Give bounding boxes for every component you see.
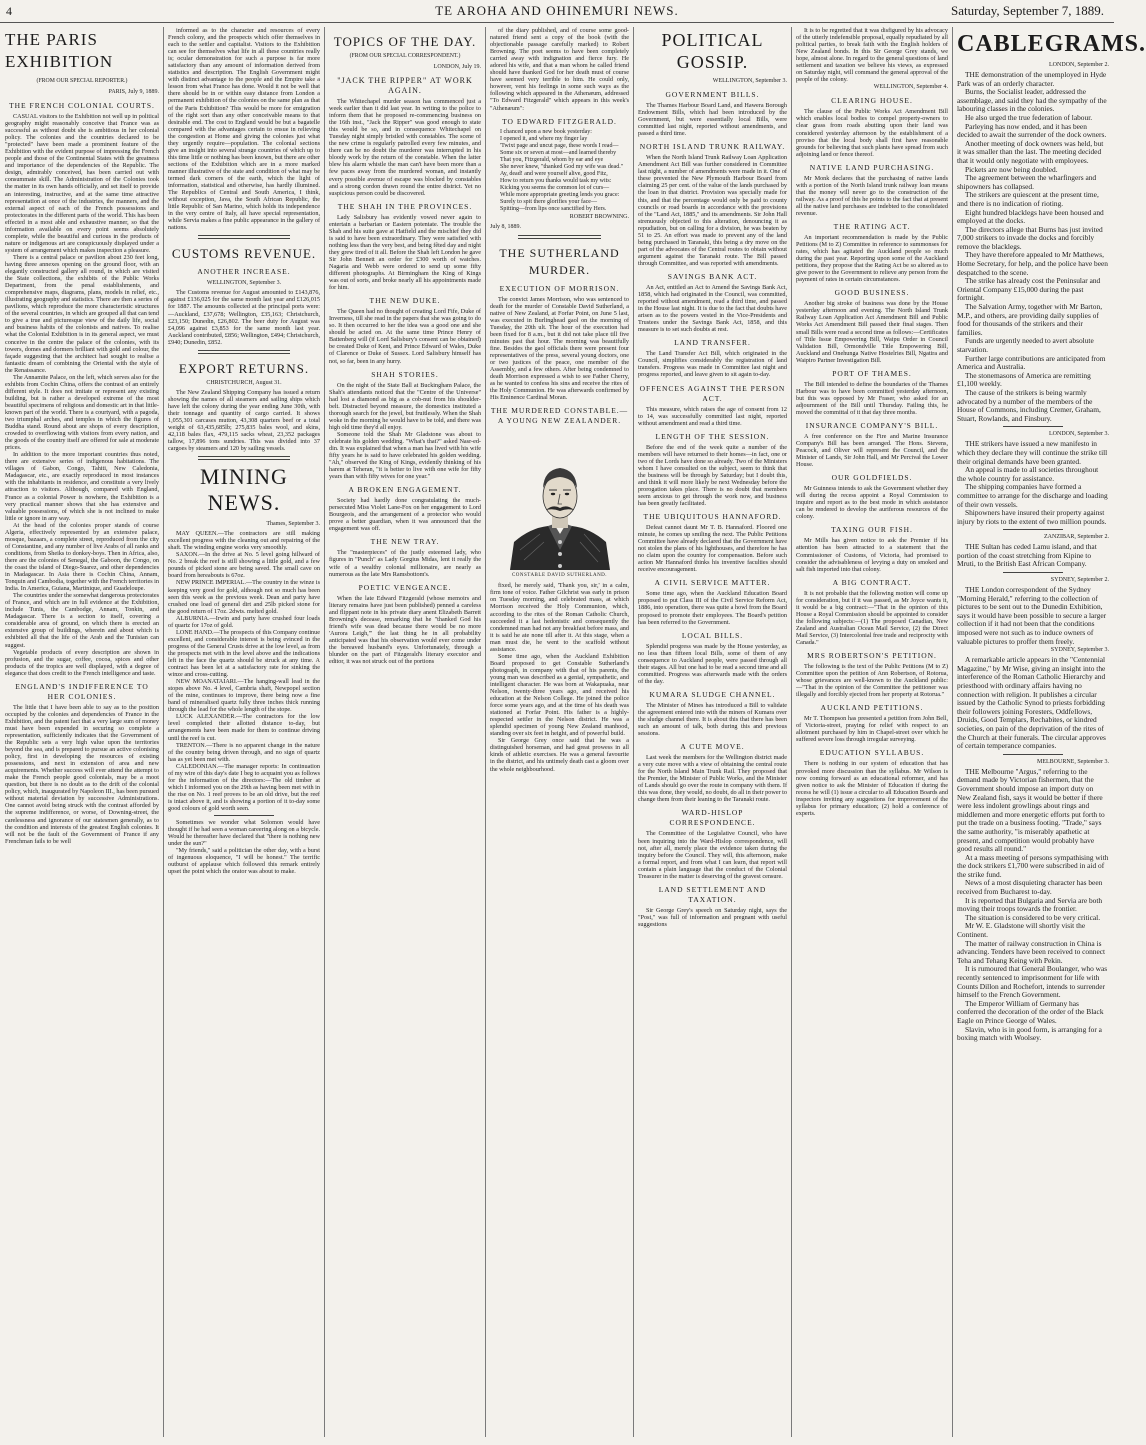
article-subheading: EXECUTION OF MORRISON. xyxy=(499,283,620,293)
paragraph: CASUAL visitors to the Exhibition not well up in political geography might reasonably conceive that France was as successful as without doubt she is ambitious in her colonial policy. The colonies and the countries declared to be "protected" have been made a prominent feature of the Exhibition with the evident purpose of impressing the French people and those of the Continental States with the greatness and importance of the dependencies of the Republic. The design, admirably conceived, has been carried out with consummate skill. The Administration of the Colonies took the matter in its own hands officially, and set itself to provide an interesting, instructive, and at the same time attractive representation at once of the industries, the manners, and the external aspect of each of the French possessions and protectorates in the different parts of the world. This has been effected in a most able and exhaustive manner, so that the information available on every point seems absolutely complete, while the beautiful and curious in the products of nature or indigenous art are conspicuously displayed under a system of arrangement which makes inspection a pleasure. xyxy=(5,113,159,254)
paragraph: The directors allege that Burns has just invited 7,000 strikers to invade the docks and forcibly remove the blacklegs. xyxy=(957,224,1103,251)
paragraph: In addition to the more important countries thus noted, there are extensive series of indigenous habitations. The villages of Gabon, Congo, Tahiti, New Caledonia, Madagascar, etc., are exactly reproduced in most instances with the inhabitants in residence, and constitute a very lively attraction to visitors. Although, compared with England, France as a colonial Power is nowhere, the Exhibition is a very practical manner shows that she has extensive and valuable possessions, of which she is not inclined to make little or ignore in any way. xyxy=(5,451,159,522)
paragraph: The Committee of the Legislative Council, who have been inquiring into the Ward-Hislop correspondence, will not, after all, merely place the evidence taken during the inquiry before the Council. They will, this afternoon, make a formal report, and from what I can learn, that report will contain a plain language that the conduct of the Colonial Treasurer in the matter is deserving of the gravest censure. xyxy=(638,830,787,880)
paragraph: "My friends," said a politician the other day, with a burst of ingenuous eloquence, "I will be honest." The terrific outburst of applause which followed this remark entirely upset the point which the orator was about to make. xyxy=(168,847,320,876)
article-subheading: LOCAL BILLS. xyxy=(681,630,744,640)
article-subheading: THE NEW TRAY. xyxy=(370,537,440,547)
paragraph: When the North Island Trunk Railway Loan Application Amendment Act Bill was further considered in Committee last night, a number of amendments were made in it. One of these prevented the New Plymouth Harbour Board from claiming 25 per cent. of the value of the lands purchased by the loan in that district. Provision was specially made for this, and that the percentage would only be paid to county councils or road boards in accordance with the provisions of the "Land Act, 1885," and its amendments. Sir John Hall strenuously objected to this alteration, denouncing it as repudiation, but on calling for a division, he was beaten by 51 to 25. An effort was made to prevent any of the land being purchased in Taranaki, this being a dry move on the part of the advocates of the Central routes to obtain without argument against the Taranaki route. The Bill passed through Committee, and was reported with amendments. xyxy=(638,154,787,267)
separator xyxy=(1003,529,1064,530)
article-subheading: LENGTH OF THE SESSION. xyxy=(655,431,770,441)
portrait-caption: CONSTABLE DAVID SUTHERLAND. xyxy=(511,573,608,579)
paragraph: Funds are urgently needed to avert absolute starvation. xyxy=(957,336,1094,354)
article-dateline: CHRISTCHURCH, August 31. xyxy=(206,379,282,386)
paragraph: It is not probable that the following motion will come up for consideration, but if it was passed, as Mr Joyce wants it, it would be a big contract:—"That in the opinion of this House a Royal Commission should be appointed to consider the following subjects:—(1) The proposed Canadian, New Zealand and Australian Ocean Mail Service, (2) the Direct Mail Service, (3) Intercolonial free trade and reciprocity with Canada." xyxy=(796,589,948,646)
paragraph: The little that I have been able to say as to the position occupied by the colonies and dependencies of France in the Exhibition, and the patent fact that a very large sum of money must have been expended in securing so complete a representation, sufficiently indicates that the Government of the Republic sets a very high value upon the territories beyond the sea, and is prepared to pursue an active colonising policy, first in developing the resources of existing possessions, and next in extension of area and new acquirements. Whether success will ever attend the attempt to make the French people good colonials, may be a moot question, but there is no doubt as to the drift of the colonial policy, which, inaugurated by Napoleon III., has been pursued without material deviation by successive Administrations. One cannot avoid being struck with the contrast afforded by the supreme indifference, or worse, of Downing-street, the carelessness and ignorance of our statesmen generally, as to the condition and interests of the greatest English colonies. It will not be the fault of the Government of France if any Frenchman fails to be well xyxy=(5,703,159,845)
article-subheading: THE NEW DUKE. xyxy=(369,296,441,306)
paragraph: At the head of the colonies proper stands of course Algeria, effectively represented by an extensive palace, mosque, bazaars, a complete street, reproduced from the city of Constantine, and any number of live Arabs of all ranks and conditions, from Sheiks to donkey-boys. Then in Africa, also, there are the colonies of Senegal, the Gaboon, the Congo, on the coast the island of Diego-Suarez, and other dependencies in Madagascar. In Asia there is Cochin China, Annam, Tonquin and Cambodia, together with the French territories in India. In America, Guiana, Martinique, and Guadeloupe. xyxy=(5,521,159,593)
paragraph: He also urged the true federation of labour. xyxy=(965,112,1093,122)
article-headline: CABLEGRAMS. xyxy=(957,31,1146,57)
paragraph: At a mass meeting of persons sympathising with the dock strikers £1,700 were subscribed in aid of the strike fund. xyxy=(957,852,1109,879)
paragraph: THE Sultan has ceded Lamu island, and that portion of the coast stretching from Kipine to Mruti, to the British East African Company. xyxy=(957,542,1097,569)
paragraph: There is a central palace or pavilion about 230 feet long, having three annexes opening on the ground floor, with an elegantly constructed gallery all round, in which are visited the State collections, the exhibits of the Public Works Department, from the penal establishments, and comprehensive maps, diagrams, plans, models in relief, etc., illustrating geography and statistics. There are then a series of pavilions, which reproduce the more characteristic structures of the several countries, in which are grouped all that can tend to give a true and picturesque view of the daily life, social and business habits of the colonists and natives. To realise what the Colonial Exhibition is in its general aspect, we must conceive in the centre the palace of the colonies, with its towers, domes and dormers brilliant with gold and colour, the façade suggesting that the architect had sought to realise a fantastic dream of combining the Oriental with the style of the Renaissance. xyxy=(5,253,159,374)
article-dateline: WELLINGTON, September 4. xyxy=(873,84,948,91)
paragraph: A free conference on the Fire and Marine Insurance Company's Bill has been arranged. The Hons. Stevens, Peacock, and Oliver will represent the Council, and the Minister of Lands, Sir John Hall, and Mr Percival the Lower House. xyxy=(796,432,948,469)
article-subheading: TAXING OUR FISH. xyxy=(831,525,913,535)
poem-date: July 8, 1889. xyxy=(490,223,522,230)
page-number: 4 xyxy=(6,4,12,18)
paragraph: LONE HAND.—The prospects of this Company continue excellent, and considerable interest is being evinced in the progress of the General Crusts drive at the low level, as from the prospects met with in the level above and the indications left in the face the quartz should be struck at any time. A contract has been let at a satisfactory rate for sinking the winze and cross-cutting. xyxy=(168,628,320,679)
paragraph: An important recommendation is made by the Public Petitions (M to Z) Committee in reference to summonses for rates, which has agitated the Auckland people so much during the past year. Reporting upon some of the Auckland petitions, they propose that the Rating Act be so altered as to give power to the Government to relieve any person from the payment of rates in certain circumstances. xyxy=(796,233,948,284)
paragraph: Parleying has now ended, and it has been decided to await the surrender of the dock owners. xyxy=(957,121,1107,140)
paragraph: MAY QUEEN.—The contractors are still making excellent progress with the cleaning out and repairing of the shaft. The winding engine works very smoothly. xyxy=(168,530,320,552)
paragraph: THE strikers have issued a new manifesto in which they declare they will continue the strike till their original demands have been granted. xyxy=(957,439,1108,466)
article-subheading: A BIG CONTRACT. xyxy=(832,577,912,587)
column-4 xyxy=(490,27,629,1437)
paragraph: The "masterpieces" of the justly esteemed lady, who figures in "Punch" as Lady Gorgius Midas, lent it really the wife of a wealthy colonial millionaire, are nearly as numerous as the late Mrs Ramsbottom's. xyxy=(329,549,481,578)
article-dateline: SYDNEY, September 2. xyxy=(1050,577,1109,584)
article-body xyxy=(5,113,159,677)
article-byline: (FROM OUR SPECIAL REPORTER.) xyxy=(36,78,128,84)
article-dateline: PARIS, July 9, 1889. xyxy=(108,89,159,95)
paragraph: The countries under the somewhat dangerous protectorates of France, and which are in full evidence at the Exhibition, include Tunis, the Cambodge, Annam, Tonkin, and Madagascar. There is a section to itself, covering a considerable area of ground, on which there is erected an extensive group of buildings, wherein and about which is exhibited all that the life of the Arab and the Tunisian can suggest. xyxy=(5,592,159,649)
paragraph: The cause of the strikers is being warmly advocated by a number of the members of the House of Commons, including Cremer, Graham, Stuart, Rowlands, and Finsbury. xyxy=(957,387,1101,423)
paragraph: Sir George Grey's speech on Saturday night, says the "Post," was full of information and pregnant with useful suggestions xyxy=(638,906,787,928)
separator xyxy=(1003,572,1064,573)
article-subheading: THE FRENCH COLONIAL COURTS. xyxy=(9,101,155,110)
paragraph: The shipping companies have formed a committee to arrange for the discharge and loading of their own vessels. xyxy=(957,482,1108,509)
paragraph: Burns, the Socialist leader, addressed the assemblage, and said they had the sympathy of the labouring classes in the colonies. xyxy=(957,87,1107,114)
column-rule xyxy=(485,27,486,1437)
paragraph: The Annamite Palace, on the left, which serves also for the exhibits from Cochin China, offers the contrast of an entirely different style. It does not imitate or represent any existing building, but is rather a developed extreme of the most beautiful specimens of religious and domestic art in that little-known part of the world. There is a courtyard, with a pagoda, two triumphal arches, and temples in which the figures of Buddha stand. Round about are shops of every description, crowded to overflowing with visitors from every nation, and the goods of the country itself are offered for sale at moderate prices. xyxy=(5,373,159,452)
paragraph: NEW MOANATAIARI.—The hanging-wall lead in the stopes above No. 4 level, Cambria shaft, Newpopel section of the mine, continues to improve, there being now a fine band of mineralised quartz fully three inches thick running through the lead for the whole length of the stope. xyxy=(168,678,320,714)
poem-line: Ay, dead! and were yourself alive, good Fitz, xyxy=(500,170,608,177)
article-subheading: SHAH STORIES. xyxy=(371,369,439,379)
article-subheading: GOVERNMENT BILLS. xyxy=(665,90,760,99)
article-subheading: SAVINGS BANK ACT. xyxy=(667,271,758,281)
article-body xyxy=(168,530,320,875)
article-dateline: Thames, September 3. xyxy=(266,521,320,528)
separator xyxy=(198,350,289,354)
article-subheading: OFFENCES AGAINST THE PERSON ACT. xyxy=(639,383,786,403)
article-subheading: A BROKEN ENGAGEMENT. xyxy=(348,485,462,495)
column-7 xyxy=(957,27,1146,1437)
paragraph: Some time ago, when the Auckland Education Board proposed to put Class III of the Civil Service Reform Act, 1886, into operation, there was quite a howl from the Board proposed to promote their employees. The Board's petition has been referred to the Government. xyxy=(638,590,787,626)
article-subheading: "JACK THE RIPPER" AT WORK AGAIN. xyxy=(337,76,473,95)
separator xyxy=(214,815,275,816)
paragraph: CALEDONIAN.—The manager reports: In continuation of my wire of this day's date I beg to acquaint you as follows for the information of the directors:—The old timber at which I informed you on the 29th as having been met with in the rise on No. 1 reef proves to be an old drive, but the reef is intact above it, and is showing a portion of it to-day some good colours of gold worth seen. xyxy=(168,762,320,812)
column-2 xyxy=(168,27,320,1437)
paragraph: informed as to the character and resources of every French colony, and the prospects which offer themselves in each to the settler and capitalist. Visitors to the Exhibition can see for themselves what life in all these countries really is; ocular demonstration for such a purpose is far more satisfactory than any amount of information derived from statistics and description. The English Government might with distinct advantage to the people and the Empire take a lesson from what France has done. Would it not be well that there should be in or within easy distance from London a permanent exhibition of the colonies on the same plan as that of the Paris Exhibition? This would be more for emigration of the right sort than any other conceivable means to that desirable end. The cost to England would be but a bagatelle compared with the advantages certain to ensue in relieving the congestion at Home and giving the colonies just what they urgently require—population. The colonial sections give an insight into several strange countries of which up to this time little or nothing has been known, but there are other sections of the Exhibition which are in a more marked manner illustrative of the state and condition of what may be termed dark corners of the earth, which the light of information, statistical and otherwise, has hardly illumined. The Republics of Central and South America, I think, without exception, Java, the South African Republic, the little Republic of San Marino, which holds its independence in the very centre of Italy, all have special representation, while Servia makes a fine public appearance in the gallery of nations. xyxy=(168,27,320,232)
poem-signature: ROBERT BROWNING. xyxy=(569,213,629,220)
constable-portrait-engraving xyxy=(500,430,620,570)
article-dateline: LONDON, July 19. xyxy=(433,64,481,70)
paragraph: Sometimes we wonder what Solomon would have thought if he had seen a woman careering along on a bicycle. Would he thereafter have declared that "there is nothing new under the sun?" xyxy=(168,819,320,848)
article-subheading: ENGLAND'S INDIFFERENCE TO HER COLONIES. xyxy=(15,681,149,701)
paragraph: The agreement between the wharfingers and shipowners has collapsed. xyxy=(957,173,1097,191)
article-dateline: LONDON, September 3. xyxy=(1049,431,1109,438)
paragraph: Shipowners have insured their property against injury by riots to the extent of two million pounds. xyxy=(957,508,1107,526)
poem-line: How to return you thanks would task my wits: xyxy=(500,177,612,184)
separator xyxy=(518,235,601,239)
paragraph: Eight hundred blacklegs have been housed and employed at the docks. xyxy=(957,207,1104,226)
paragraph: Some time ago, when the Auckland Exhibition Board proposed to get Constable Sutherland's photograph, in company with that of his parents, the young man was described as a genial, sympathetic, and intelligent character. He was born at Wakapuaka, near Nelson, twenty-three years ago, and received his education at the Nelson College. He joined the police force some years ago, and at the time of his death was stationed at Forfar Point. His father is a highly-respected settler in the Nelson district. He was a splendid specimen of young New Zealand manhood, standing over six feet in height, and of powerful build. xyxy=(490,652,629,738)
paragraph: The Thames Harbour Board Land, and Hawera Borough Endowment Bills, which had been introduced by the Government, but were essentially local Bills, were committed last night, reported without amendments, and passed a third time. xyxy=(638,102,787,138)
paragraph: There is nothing in our system of education that has provoked more discussion than the syllabus. Mr Wilson is now coming forward as an educational reformer, and has given notice to ask the Minister of Education if during the recess he will (1) issue a circular to all Education Boards and inspectors inviting any suggestions for improvement of the syllabus for primary education; (2) hold a conference of experts. xyxy=(796,760,948,817)
paragraph: THE demonstration of the unemployed in Hyde Park was of an orderly character. xyxy=(957,70,1107,88)
paragraph: Further large contributions are anticipated from America and Australia. xyxy=(957,353,1106,372)
poem-line: That you, Fitzgerald, whom by ear and eye xyxy=(500,156,604,163)
poem-title: TO EDWARD FITZGERALD. xyxy=(502,116,617,126)
paragraph: The matter of railway construction in China is advancing. Tenders have been received to connect Teha and Tehang Keing with Pekin. xyxy=(957,938,1106,965)
article-subheading: INSURANCE COMPANY'S BILL. xyxy=(805,420,939,430)
poem-line: Surely to spit there glorifies your face— xyxy=(500,198,597,205)
article-subheading: A CIVIL SERVICE MATTER. xyxy=(654,578,771,588)
paragraph: The strikers are quiescent at the present time, and there is no indication of rioting. xyxy=(957,190,1099,208)
poem-line: Some six or seven at most—and learned thereby xyxy=(500,149,617,156)
article-subheading: AUCKLAND PETITIONS. xyxy=(820,703,924,713)
article-subheading: A CUTE MOVE. xyxy=(680,742,745,752)
article-headline: POLITICAL GOSSIP. xyxy=(661,30,764,72)
article-subheading: THE RATING ACT. xyxy=(833,221,911,231)
paragraph: They have therefore appealed to Mr Matthews, Home Secretary, for help, and the police have been despatched to the scene. xyxy=(957,250,1108,277)
paragraph: Mr Mills has given notice to ask the Premier if his attention has been attracted to a statement that the Commissioner of Customs, of Victoria, had promised to consider the advisableness of levying a duty on smoked and salt fish imported into that colony. xyxy=(796,537,948,573)
article-subheading: NATIVE LAND PURCHASING. xyxy=(809,162,935,172)
article-subheading: THE SHAH IN THE PROVINCES. xyxy=(337,201,473,211)
separator xyxy=(1003,754,1064,755)
article-subheading: NORTH ISLAND TRUNK RAILWAY. xyxy=(639,142,786,152)
article-headline: THE PARIS EXHIBITION xyxy=(5,30,114,71)
poem-line: 'Twixt page and uncut page, these words I read— xyxy=(500,142,619,149)
paragraph: Another meeting of dock owners was held, but it was smaller than the last. The meeting decided that it would only negotiate with employees. xyxy=(957,138,1104,165)
paragraph: The Customs revenue for August amounted to £143,876, against £136,025 for the same month last year and £126,015 for 1887. The amounts collected at the principal ports were:—Auckland, £37,678; Wellington, £35,163; Christchurch, £23,150; Dunedin, £26,802. The beer duty for August was £4,096 against £3,853 for the same month last year. Auckland contributed, £856; Wellington, £494; Christchurch, £940; Dunedin, £852. xyxy=(168,289,320,346)
paragraph: Lady Salisbury has evidently vowed never again to entertain a barbarian or Eastern potentate. The trouble the Shah and his suite gave at Hatfield and the mischief they did is said to have been extraordinary. They were satisfied with nothing less than the very best, and being fêted day and night they grew tired of it all. Before the Shah left London he gave Sir John Bennett an order for £300 worth of watches. Nagaria and Webb were ordered to send up some fifty different photographs. At Birmingham the King of Kings was out of sorts, and broke nearly all his appointments made for him. xyxy=(329,213,481,292)
column-6 xyxy=(796,27,948,1437)
paragraph: An appeal is made to all societies throughout the whole country for assistance. xyxy=(957,465,1099,483)
paragraph: Splendid progress was made by the House yesterday, as no less than fifteen local Bills, some of them of any consequence to Auckland people, were passed through all their stages. All but one had to be read a second time and all committed. Progress was afterwards made with the orders of the day. xyxy=(638,642,787,685)
paragraph: The Land Transfer Act Bill, which originated in the Council, simplifies considerably the registration of land transfers. Progress was made in Committee last night and progress reported, and leave given to sit again to-day. xyxy=(638,350,787,379)
separator xyxy=(198,456,289,460)
article-headline: THE SUTHERLAND MURDER. xyxy=(499,245,620,277)
paragraph: The Minister of Mines has introduced a Bill to validate the agreement entered into with the miners of Kumara over the sludge channel there. It is about this that there has been such an amount of talk, both during this and previous sessions. xyxy=(638,701,787,738)
article-headline: MINING NEWS. xyxy=(200,464,288,516)
column-rule xyxy=(952,27,953,1437)
paragraph: Mr T. Thompson has presented a petition from John Bell, of Victoria-street, praying for relief with respect to an allotment purchased by him in Chapel-street over which he suffered severe loss through irregular surveying. xyxy=(796,715,948,744)
paragraph: of the diary published, and of course some good-natured friend sent a copy of the book (with the objectionable passage carefully marked) to Robert Browning. The poet seems to have been completely carried away with indignation and fierce fury. He adored his wife, and that a man whom he called friend should have thanked God for her death must of course have seemed very terrible to him. He could only, however, vent his feelings in some such ways as the following which appeared in the Athenæum, addressed "To Edward Fitzgerald" which appears in this week's "Athenæum": xyxy=(490,27,629,112)
article-subheading: GOOD BUSINESS. xyxy=(834,288,910,298)
paragraph: An Act, entitled an Act to Amend the Savings Bank Act, 1858, which had originated in the Council, was committed, reported without amendment, read a third time, and passed in the House last night. It is due to the fact that doubts have arisen as to the powers vested in the Vice-Presidents and Trustees under the Savings Bank Act, 1858, and this measure is to set such doubts at rest. xyxy=(638,283,787,334)
portrait-illustration xyxy=(490,430,629,570)
article-dateline: WELLINGTON, September 3. xyxy=(712,78,787,84)
article-byline: (FROM OUR SPECIAL CORRESPONDENT.) xyxy=(349,53,461,59)
poem xyxy=(490,129,629,213)
paragraph: THE Melbourne "Argus," referring to the demand made by Victorian fishermen, that the Government should impose an import duty on New Zealand fish, says it would be better if there were less indolent growlings about rings and middlemen and more energetic efforts put forth to put the trade on a business footing. "Trade," says the same authority, "is miserably apathetic at present, and competition would probably have good results all round." xyxy=(957,766,1105,854)
article-subheading: ANOTHER INCREASE. xyxy=(197,267,291,277)
article-subheading: PORT OF THAMES. xyxy=(832,368,912,378)
newspaper-title: TE AROHA AND OHINEMURI NEWS. xyxy=(435,3,679,18)
article-subheading: THE UBIQUITOUS HANNAFORD. xyxy=(643,512,782,522)
paragraph: fixed, he merely said, 'Thank you, sir,' in a calm, firm tone of voice. Father Gilchrist was early in prison on Tuesday morning, and celebrated mass, at which Morrison received the Holy Communion, which, according to the rites of the Roman Catholic Church, succeeded it a last hedonistic and consequently the condemned man had not any breakfast before mass, and it is said he ate none till after it. At this stage, when a man must die, he went to the scaffold without assistance. xyxy=(490,582,629,653)
column-1 xyxy=(5,27,159,1437)
paragraph: Last week the members for the Wellington district made a very cute move with a view of obtaining the central route for the North Island Main Trunk Rail. They proposed that the Premier, the Minister of Public Works, and the Minister of Lands should go over the route in company with them. If this was done, they would, no doubt, do all in their power to change them from their leaning to the Taranaki route. xyxy=(638,754,787,804)
article-dateline: LONDON, September 2. xyxy=(1049,62,1109,68)
article-headline: EXPORT RETURNS. xyxy=(178,360,310,376)
column-5 xyxy=(638,27,787,1437)
article-subheading: POETIC VENGEANCE. xyxy=(358,582,452,592)
paragraph: ALBURNIA.—Irwin and party have crushed four loads of quartz for 17oz of gold. xyxy=(168,614,320,629)
paragraph: It is reported that Bulgaria and Servia are both moving their troops towards the frontier. xyxy=(957,895,1103,914)
column-rule xyxy=(324,27,325,1437)
paragraph: THE London correspondent of the Sydney "Morning Herald," referring to the collection of pictures to be sent out to the Dunedin Exhibition, says it would have been possible to secure a larger collection if it had not been that the conditions imposed were not such as to induce owners of valuable pictures to proffer them freely. xyxy=(957,585,1107,646)
paragraph: NEW PRINCE IMPERIAL.—The country in the winze is keeping very good for gold, although not so much has been seen this week as the previous week. Dean and party have crushed one load of general dirt and 25lb picked stone for the good return of 17oz. 2dwts. melted gold. xyxy=(168,579,320,615)
paragraph: Before the end of the week quite a number of the members will have returned to their homes—in fact, one or two of the Lords have done so already. Two of the Ministers whom I have consulted on the subject, seem to think that the business will be through by Saturday; but I doubt this, and think it will more likely be next Wednesday before the prorogation takes place. There is no doubt that members seem anxious to get through the work now, and business has been greatly facilitated. xyxy=(638,443,787,508)
paragraph: TRENTON.—There is no apparent change in the nature of the country being driven through, and no sign of quartz has as yet been met with. xyxy=(168,741,320,763)
paragraph: The Salvation Army, together with Mr Barton, M.P., and others, are providing daily supplies of food for thousands of the strikers and their families. xyxy=(957,302,1103,337)
poem-line: I opened it, and where my finger lay xyxy=(500,135,588,142)
paragraph: The Emperor William of Germany has conferred the decoration of the order of the Black Eagle on Prince George of Wales. xyxy=(957,998,1104,1025)
paragraph: The Whitechapel murder season has commenced just a week earlier than it did last year. In writing to the police to inform them that he proposed re-commencing business on the 16th inst., "Jack the Ripper" was good enough to state this would be so, and in consequence Whitechapel on Tuesday night simply bristled with constables. The scene of the new crime is regularly patrolled every few minutes, and there can be no doubt the murderer was interrupted in his bloody work by the return of the constable. When the latter blew his alarm whistle the man can't have been more than a few paces away from the murdered woman, and instantly every possible avenue of escape was blocked by constables and a strong cordon drawn round the entire district. Yet no suspicious person could be discovered. xyxy=(329,98,481,197)
paragraph: The clause of the Public Works Act Amendment Bill which enables local bodies to compel property-owners to clear grass from roads abutting upon their land was considered yesterday afternoon by the establishment of a proviso that the local body shall first have reasonable grounds for believing that such plants have spread from such adjoining land or fence thereof. xyxy=(796,108,948,158)
paragraph: The convict James Morrison, who was sentenced to death for the murder of Constable David Sutherland, a native of New Zealand, at Forfar Point, on June 5 last, was executed in Burlinghead gaol on the morning of Tuesday, the 20th ult. The hour of the execution had been fixed for 8 a.m., but it did not take place till five minutes past that hour. The morning was beautifully fine. Besides the gaol officials there were present four representatives of the press, several young doctors, one or two justices of the peace, one member of the Assembly, and a few others. After being condemned to death Morrison expressed a wish to see Father Cherry, as he wanted to confess his sins and receive the rites of the Holy Communion. He was afterwards confirmed by His Eminence Cardinal Moran. xyxy=(490,295,629,402)
paragraph: The stonemasons of America are remitting £1,100 weekly. xyxy=(957,370,1091,389)
poem-line: While more appropriate greeting lends you grace: xyxy=(500,191,620,198)
poem-line: Kicking you seems the common lot of curs— xyxy=(500,184,610,191)
article-subheading: LAND SETTLEMENT AND TAXATION. xyxy=(658,884,767,904)
paragraph: The New Zealand Shipping Company has issued a return showing the names of all steamers and sailing ships which have left the colony during the year ending June 30th, with their tonnage and quantity of cargo carried. It shows 1,055,301 carcases mutton, 43,308 quarters beef or a total weight of 63,435,685lb; 275,835 bales wool, and skins, 42,118 bales flax, 479,115 sacks wheat, 23,352 packages tallow, 17,896 tons sundries. This was divided into 37 cargoes by steamers and 120 by sailing vessels. xyxy=(168,388,320,453)
article-headline: TOPICS OF THE DAY. xyxy=(333,34,477,49)
paragraph: On the night of the State Ball at Buckingham Palace, the Shah's attendants noticed that the "Centre of the Universe" had lost a diamond as big as a cob-nut from his shoulder-belt. Distracted beyond measure, the domestics instituted a thorough search for the jewel, but fruitlessly. When the Shah woke in the morning he would have to be told, and there was high old time they'd all enjoy. xyxy=(329,381,481,431)
article-subheading: LAND TRANSFER. xyxy=(674,338,751,348)
article-subheading: CLEARING HOUSE. xyxy=(831,96,913,106)
column-3 xyxy=(329,27,481,1437)
paragraph: LUCK ALEXANDER.—The contractors for the low level completed their allotted distance to-day, but arrangements have been made for them to continue driving until the reef is cut. xyxy=(168,713,320,742)
paragraph: Slavin, who is in good form, is arranging for a boxing match with Woolsey. xyxy=(957,1024,1102,1043)
paragraph: SAXON.—In the drive at No. 5 level going hillward of No. 2 break the reef is still showing a little gold, and a few pounds of picked stone are being saved. The small cave on board from hereabouts is 67oz. xyxy=(168,551,320,580)
article-dateline: WELLINGTON, September 3. xyxy=(206,280,282,287)
paragraph: Sir George Grey once said that he was a distinguished horseman, and had great prowess in all kinds of athletic exercises. He was a general favourite in the district, and his untimely death cast a gloom over the whole neighbourhood. xyxy=(490,737,629,773)
masthead xyxy=(0,0,1114,23)
issue-date: Saturday, September 7, 1889. xyxy=(951,3,1104,18)
article-subheading: WARD-HISLOP CORRESPONDENCE. xyxy=(669,808,756,828)
paragraph: News of a most disquieting character has been received from Bucharest to-day. xyxy=(957,878,1103,897)
paragraph: The following is the text of the Public Petitions (M to Z) Committee upon the petition of Ann Robertson, of Rotorua, whose grievances are well-known to the Auckland public:—"That in the opinion of the Committee the petitioner was illegally and forcibly ejected from her property at Rotorua." xyxy=(796,663,948,699)
separator xyxy=(1003,426,1064,427)
paragraph: Mr Monk declares that the purchasing of native lands with a portion of the North Island trunk railway loan means that the money will never go to the construction of the railway. As a proof of this he points to the fact that at present all the native land purchases are indebted to the consolidated revenue. xyxy=(796,174,948,217)
article-dateline: ZANZIBAR, September 2. xyxy=(1044,534,1109,541)
paragraph: It is rumoured that General Boulanger, who was recently sentenced to imprisonment for life with Counts Dillon and Rochefort, intends to surrender himself to the French Government. xyxy=(957,964,1108,1000)
paragraph: The situation is considered to be very critical. xyxy=(965,912,1101,922)
poem-line: She never knew, "thanked God my wife was dead." xyxy=(500,163,624,170)
paragraph: Someone told the Shah Mr Gladstone was about to celebrate his golden wedding. "What's that?" asked Nasr-ed-din. It was explained that when a man has lived with his wife fifty years he is said to have celebrated his golden wedding. "Ah," observed the King of Kings, evidently thinking of his harem at Teheran, "it is better to live with one wife for fifty years than with fifty wives for one year." xyxy=(329,430,481,481)
poem-line: Spitting—from lips once sanctified by Hers. xyxy=(500,205,607,212)
paragraph: When the late Edward Fitzgerald (whose memoirs and literary remains have just been published) penned a careless and flippant note in his private diary anent Elizabeth Barrett Browning's decease, remarking that he "thanked God his friend's wife was dead because there would be no more 'Aurora Leigh,'" the last thing he in all probability anticipated was that his observation would ever come under the bereaved husband's eyes. Unfortunately, through a blunder on the part of Fitzgerald's literary executor and editor, it was not struck out of the portions xyxy=(329,594,481,666)
paragraph: It is to be regretted that it was disfigured by his advocacy of the utterly indefensible proposal, equally repudiated by all political parties, to break faith with the English holders of New Zealand bonds. In this Sir George Grey stands, we hope, almost alone. In regard to the general questions of land settlement and taxation we believe his views, as expressed on Saturday night, will command the general approval of the people of the colony. xyxy=(796,27,948,84)
paragraph: Defeat cannot daunt Mr T. B. Hannaford. Floored one minute, he comes up smiling the next. The Public Petitions Committee have already declared that the Government have not stolen the plans of his lighthouses, and therefore he has no claim upon the country for compensation. Before such action Mr Hannaford thinks his inventive faculties should receive encouragement. xyxy=(638,524,787,574)
paragraph: Pickets are now being doubled. xyxy=(965,164,1058,174)
article-subheading: KUMARA SLUDGE CHANNEL. xyxy=(649,689,776,699)
paragraph: Vegetable products of every description are shown in profusion, and the sugar, coffee, cocoa, spices and other products of the tropics are well displayed, with a degree of elegance that does credit to the French intelligence and taste. xyxy=(5,648,159,677)
paragraph: Another big stroke of business was done by the House yesterday afternoon and evening. The North Island Trunk Railway Loan Application Act Amendment Bill and Public Works Act Amendment Bill passed their final stages. Then small Bills were read a second time as follows:—Certificates of Title Issue Empowering Bill, Waipu Order in Council Validation Bill, Ormondville Title Empowering Bill, Auckland and Onehunga Native Hostelries Bill, Ngatira and Waipiro Partner Investigation Bill. xyxy=(796,300,948,364)
column-rule xyxy=(633,27,634,1437)
paragraph: A remarkable article appears in the "Centennial Magazine," by Mr Wise, giving an insight into the interference of the Roman Catholic Hierarchy and priesthood with ordinary affairs having no connection with religion. It publishes a circular issued by the Catholic Synod to priests forbidding their followers joining Foresters, Oddfellows, Druids, Good Templars, Rechabites, or kindred societies, on pain of the deprivation of the rites of the Church at their funerals. The circular approves of certain temperance companies. xyxy=(957,655,1106,751)
paragraph: Mr W. E. Gladstone will shortly visit the Continent. xyxy=(957,921,1086,940)
paragraph: The Queen had no thought of creating Lord Fife, Duke of Inverness, till she read in the papers that she was going to do so. It then occurred to her the idea was a good one and she should be acted on. At the same time Prince Henry of Battenberg will (if Lord Salisbury's consent can be obtained) be created Duke of Kent, and Prince Edward of Wales, Duke of Clarence or Duke of Sussex. Lord Salisbury himself has not, so far, been in any hurry. xyxy=(329,308,481,365)
paragraph: The strike has already cost the Peninsular and Oriental Company £15,000 during the past fortnight. xyxy=(957,276,1101,303)
article-dateline: MELBOURNE, September 3. xyxy=(1037,758,1109,765)
paragraph: The Bill intended to define the boundaries of the Thames Harbour was to have been committed yesterday afternoon, but this was opposed by Mr Fraser, who asked for an adjournment of the Bill until Thursday. Failing this, he moved the committal of it that day three months. xyxy=(796,380,948,416)
poem-line: I chanced upon a new book yesterday: xyxy=(500,128,592,135)
separator xyxy=(198,235,289,239)
paragraph: Society had hardly done congratulating the much-persecuted Miss Violet Lane-Fox on her engagement to Lord Bourgeois, and the arrangement of a protector who would prove a better guardian, when it was announced that the engagement was off. xyxy=(329,497,481,533)
article-subheading: EDUCATION SYLLABUS. xyxy=(819,748,925,758)
article-headline: CUSTOMS REVENUE. xyxy=(171,246,317,262)
paragraph: Mr Guinness intends to ask the Government whether they will during the recess appoint a Royal Commission to inquire and report as to the best mode in which assistance can be rendered to develop the auriferous resources of the colony. xyxy=(796,485,948,521)
column-rule xyxy=(791,27,792,1437)
paragraph: This measure, which raises the age of consent from 12 to 14, was successfully committed last night, reported without amendment and read a third time. xyxy=(638,405,787,427)
article-dateline: SYDNEY, September 3. xyxy=(1050,647,1109,654)
column-rule xyxy=(163,27,164,1437)
article-subheading: THE MURDERED CONSTABLE.—A YOUNG NEW ZEALANDER. xyxy=(490,406,629,426)
article-subheading: OUR GOLDFIELDS. xyxy=(831,473,913,483)
article-subheading: MRS ROBERTSON'S PETITION. xyxy=(807,651,937,661)
